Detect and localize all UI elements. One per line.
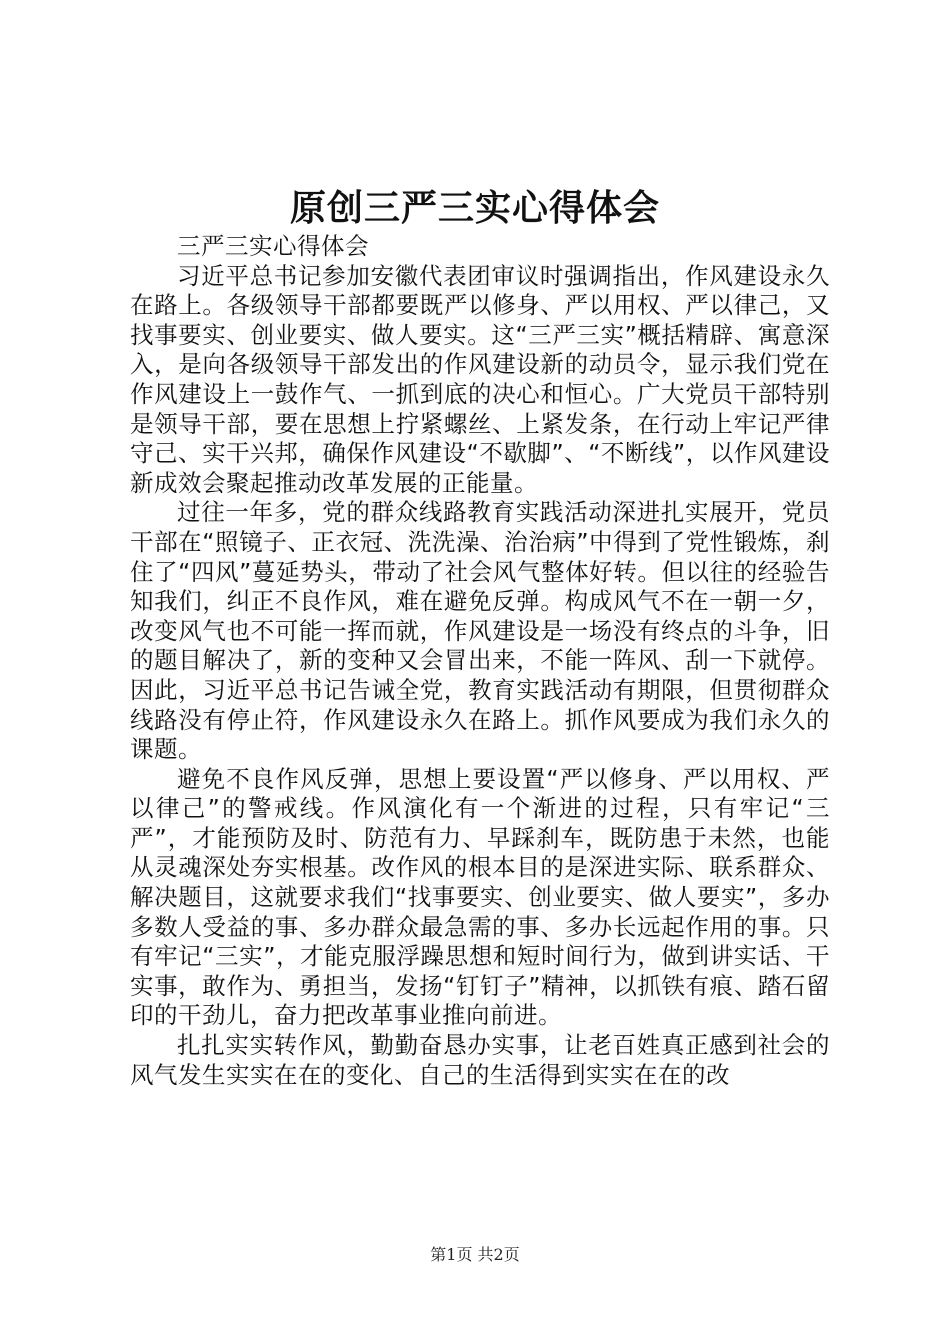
document-body — [130, 232, 830, 1090]
page-footer: 第1页 共2页 — [430, 1245, 520, 1264]
body-paragraph: 习近平总书记参加安徽代表团审议时强调指出，作风建设永久在路上。各级领导干部都要既严以修身、严以用权、严以律己，又找事要实、创业要实、做人要实。这“三严三实”概括精辟、寓意深入，是向各级领导干部发出的作风建设新的动员令，显示我们党在作风建设上一鼓作气、一抓到底的决心和恒心。广大党员干部特别是领导干部，要在思想上拧紧螺丝、上紧发条，在行动上牢记严律守己、实干兴邦，确保作风建设“不歇脚”、“不断线”，以作风建设新成效会聚起推动改革发展的正能量。 — [130, 261, 830, 497]
body-paragraph: 三严三实心得体会 — [177, 232, 369, 260]
document-title: 原创三严三实心得体会 — [289, 187, 660, 229]
body-paragraph: 过往一年多，党的群众线路教育实践活动深进扎实展开，党员干部在“照镜子、正衣冠、洗洗澡、治治病”中得到了党性锻炼，刹住了“四风”蔓延势头，带动了社会风气整体好转。但以往的经验告知我们，纠正不良作风，难在避免反弹。构成风气不在一朝一夕，改变风气也不可能一挥而就，作风建设是一场没有终点的斗争，旧的题目解决了，新的变种又会冒出来，不能一阵风、刮一下就停。因此，习近平总书记告诫全党，教育实践活动有期限，但贯彻群众线路没有停止符，作风建设永久在路上。抓作风要成为我们永久的课题。 — [130, 498, 830, 764]
body-paragraph: 扎扎实实转作风，勤勤奋恳办实事，让老百姓真正感到社会的风气发生实实在在的变化、自己的生活得到实实在在的改 — [130, 1031, 830, 1089]
body-paragraph: 避免不良作风反弹，思想上要设置“严以修身、严以用权、严以律己”的警戒线。作风演化有一个渐进的过程，只有牢记“三严”，才能预防及时、防范有力、早踩刹车，既防患于未然，也能从灵魂深处夯实根基。改作风的根本目的是深进实际、联系群众、解决题目，这就要求我们“找事要实、创业要实、做人要实”，多办多数人受益的事、多办群众最急需的事、多办长远起作用的事。只有牢记“三实”，才能克服浮躁思想和短时间行为，做到讲实话、干实事，敢作为、勇担当，发扬“钉钉子”精神，以抓铁有痕、踏石留印的干劲儿，奋力把改革事业推向前进。 — [130, 764, 830, 1030]
